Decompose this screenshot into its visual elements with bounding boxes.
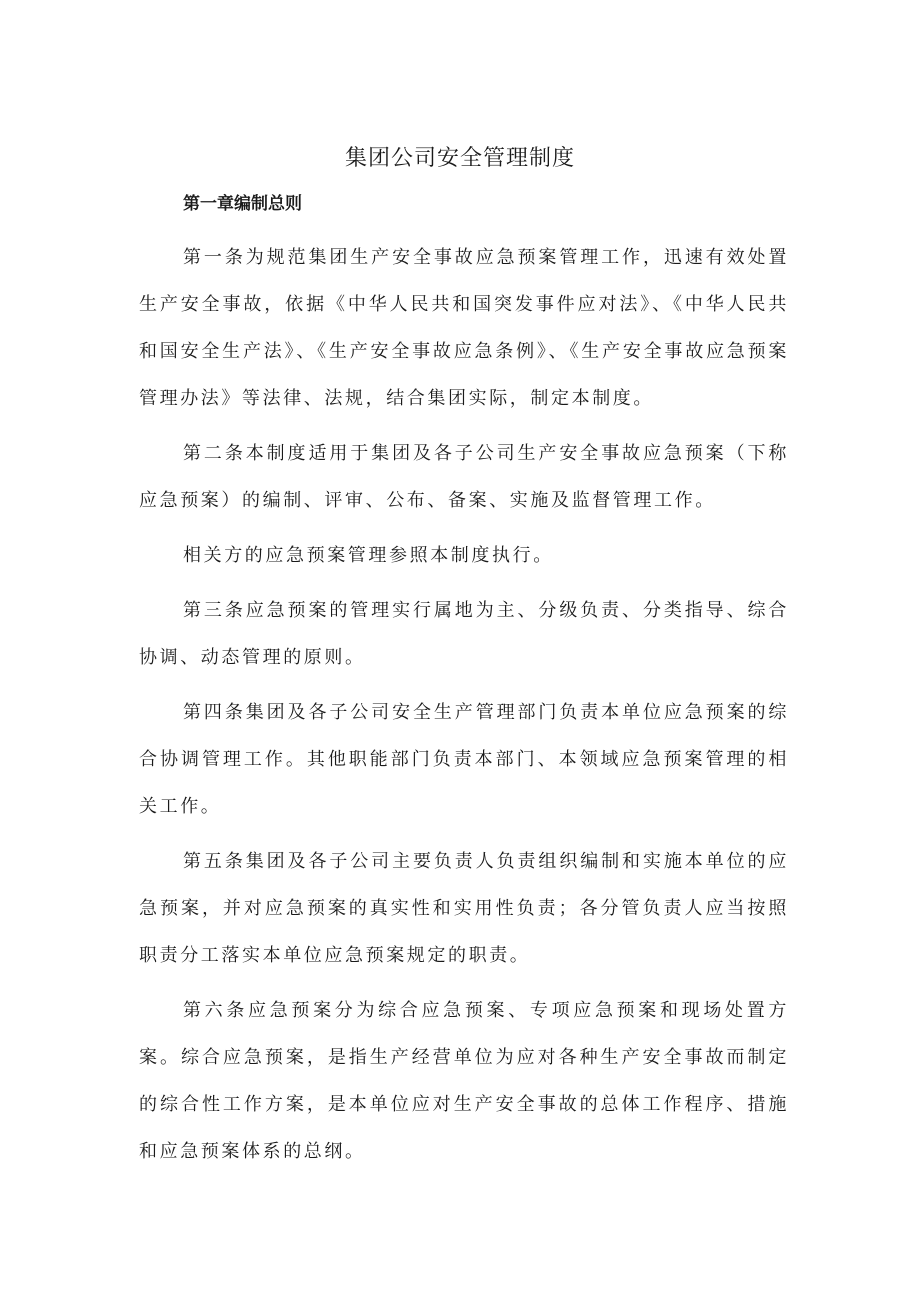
article-3-paragraph: 第三条应急预案的管理实行属地为主、分级负责、分类指导、综合协调、动态管理的原则。 bbox=[139, 600, 789, 668]
chapter-heading: 第一章编制总则 bbox=[183, 194, 302, 214]
article-6-paragraph: 第六条应急预案分为综合应急预案、专项应急预案和现场处置方案。综合应急预案，是指生产经营单位为应对各种生产安全事故而制定的综合性工作方案，是本单位应对生产安全事故的总体工作程序、措施和应急预案体系的总纲。 bbox=[139, 1000, 789, 1162]
article-1-paragraph: 第一条为规范集团生产安全事故应急预案管理工作，迅速有效处置生产安全事故，依据《中华人民共和国突发事件应对法》、《中华人民共和国安全生产法》、《生产安全事故应急条例》、《生产安全事故应急预案管理办法》等法律、法规，结合集团实际，制定本制度。 bbox=[139, 247, 789, 409]
article-4-paragraph: 第四条集团及各子公司安全生产管理部门负责本单位应急预案的综合协调管理工作。其他职能部门负责本部门、本领域应急预案管理的相关工作。 bbox=[139, 702, 789, 817]
related-parties-paragraph: 相关方的应急预案管理参照本制度执行。 bbox=[183, 545, 554, 566]
article-5-paragraph: 第五条集团及各子公司主要负责人负责组织编制和实施本单位的应急预案，并对应急预案的真实性和实用性负责；各分管负责人应当按照职责分工落实本单位应急预案规定的职责。 bbox=[139, 851, 789, 966]
article-2-paragraph: 第二条本制度适用于集团及各子公司生产安全事故应急预案（下称应急预案）的编制、评审、公布、备案、实施及监督管理工作。 bbox=[139, 443, 789, 511]
document-title: 集团公司安全管理制度 bbox=[344, 146, 575, 171]
document-body bbox=[139, 234, 789, 1183]
